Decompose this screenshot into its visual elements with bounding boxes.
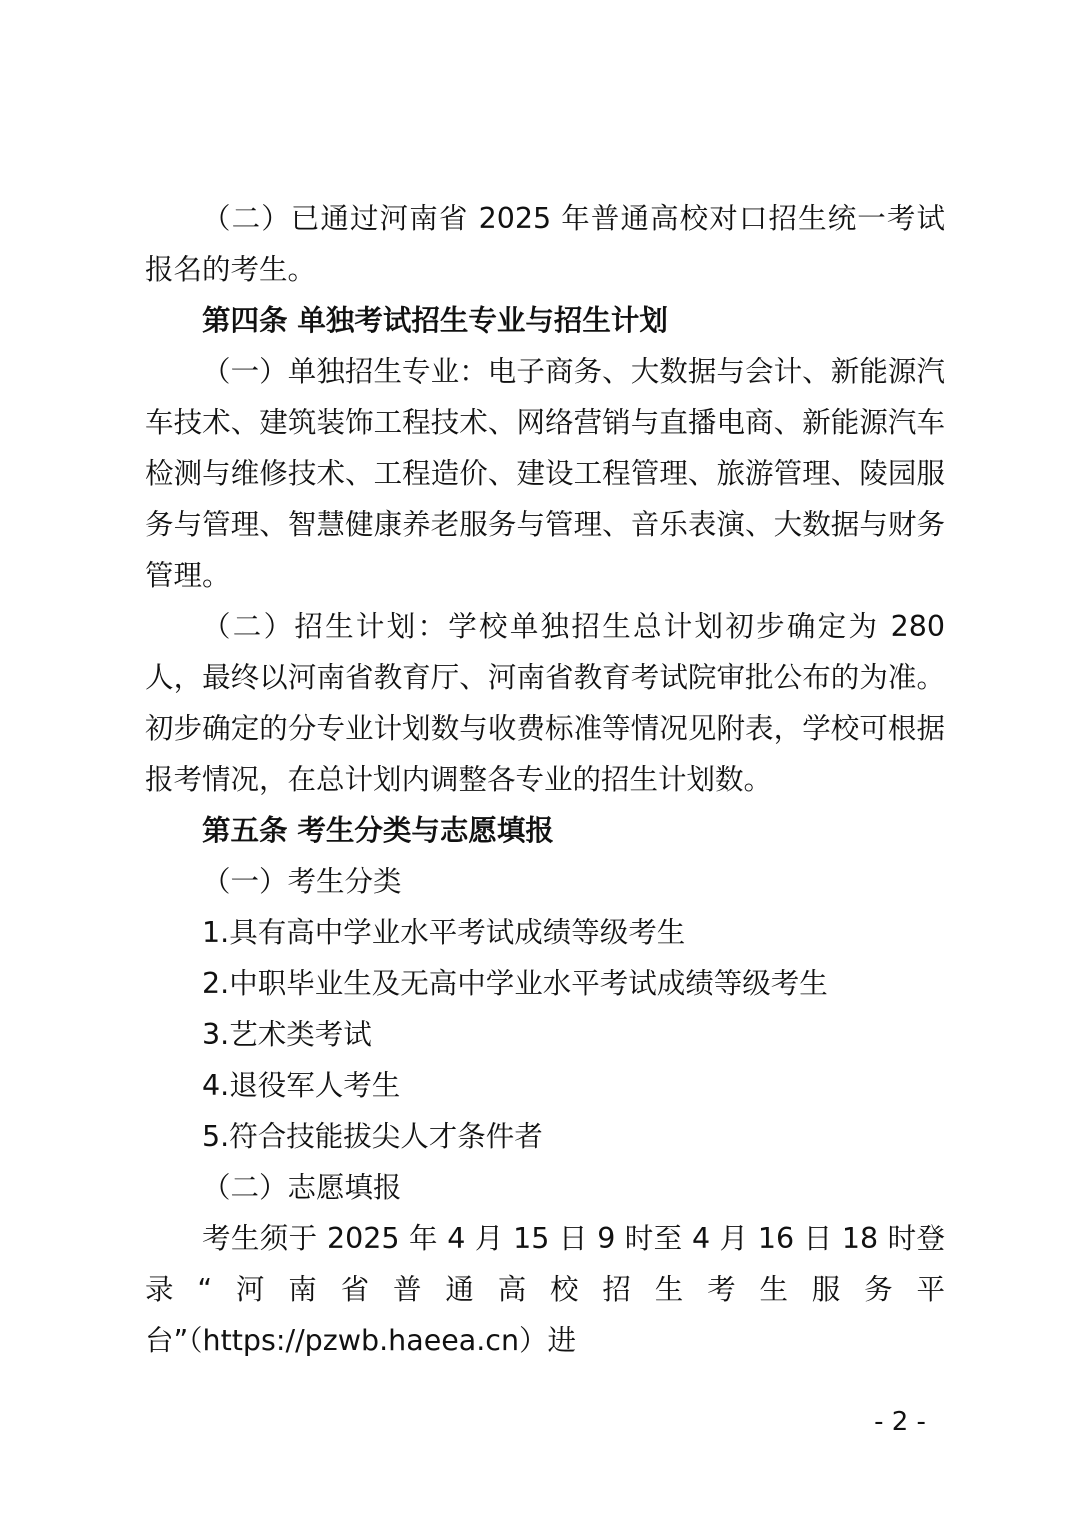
article-five-heading: 第五条 考生分类与志愿填报 <box>202 814 554 847</box>
paragraph-application-period: 考生须于 2025 年 4 月 15 日 9 时至 4 月 16 日 18 时登录“河南省普通高校招生考生服务平台”（https://pzwb.haeea.cn）进 <box>145 1222 945 1357</box>
list-item: 4.退役军人考生 <box>202 1069 401 1102</box>
list-item: 3.艺术类考试 <box>202 1018 372 1051</box>
page-number: - 2 - <box>874 1407 926 1437</box>
paragraph-applicant-condition: （二）已通过河南省 2025 年普通高校对口招生统一考试报名的考生。 <box>145 202 945 286</box>
list-item: 2.中职毕业生及无高中学业水平考试成绩等级考生 <box>202 967 828 1000</box>
list-item: 5.符合技能拔尖人才条件者 <box>202 1120 543 1153</box>
document-body <box>145 193 945 1366</box>
paragraph-enrollment-plan: （二）招生计划：学校单独招生总计划初步确定为 280 人，最终以河南省教育厅、河南省教育考试院审批公布的为准。初步确定的分专业计划数与收费标准等情况见附表，学校可根据报考情况，在总计划内调整各专业的招生计划数。 <box>145 610 945 796</box>
subheading-application-filling: （二）志愿填报 <box>202 1171 402 1204</box>
paragraph-majors: （一）单独招生专业：电子商务、大数据与会计、新能源汽车技术、建筑装饰工程技术、网络营销与直播电商、新能源汽车检测与维修技术、工程造价、建设工程管理、旅游管理、陵园服务与管理、智慧健康养老服务与管理、音乐表演、大数据与财务管理。 <box>145 355 945 592</box>
article-four-heading: 第四条 单独考试招生专业与招生计划 <box>202 304 668 337</box>
list-item: 1.具有高中学业水平考试成绩等级考生 <box>202 916 686 949</box>
subheading-applicant-categories: （一）考生分类 <box>202 865 402 898</box>
